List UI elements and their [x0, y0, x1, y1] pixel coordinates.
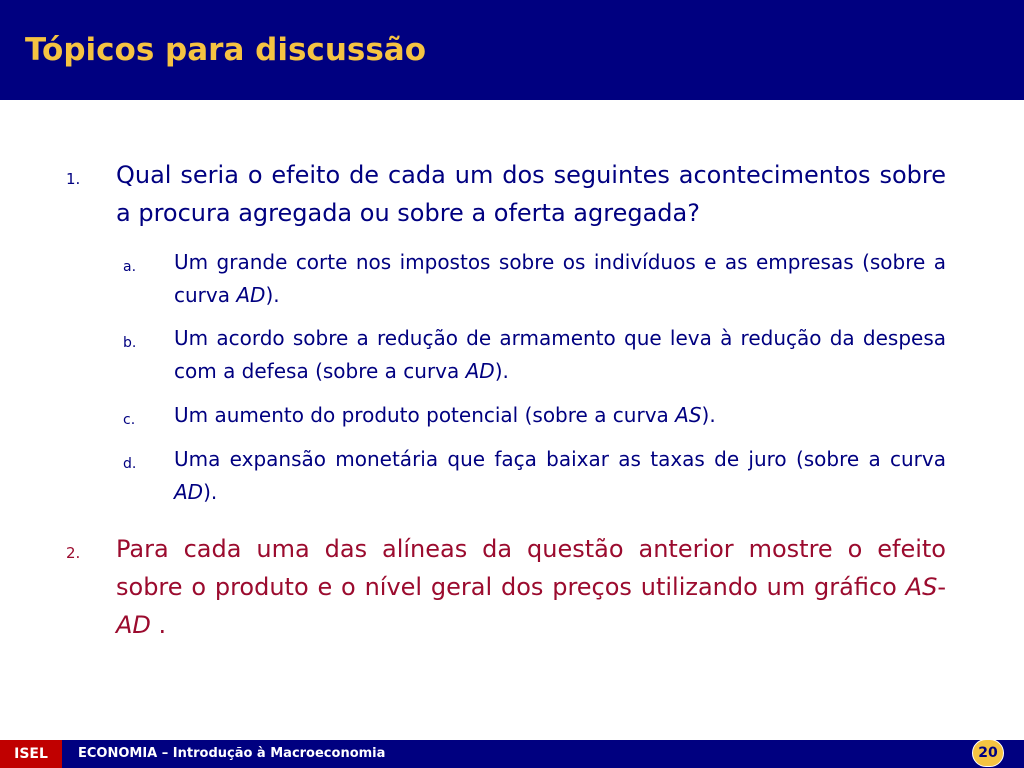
- subitem-d-curve: AD: [174, 480, 204, 504]
- subitem-a-text: Um grande corte nos impostos sobre os indivíduos e as empresas (sobre a curva: [174, 250, 946, 307]
- question-2: [116, 530, 946, 644]
- subitem-a: [174, 246, 946, 312]
- subitem-b-curve: AD: [465, 359, 495, 383]
- page-number-badge: 20: [972, 739, 1004, 767]
- subitem-c-curve: AS: [675, 403, 702, 427]
- slide-footer: [0, 740, 1024, 768]
- subitem-c-end: ).: [701, 403, 716, 427]
- subitem-c-text: Um aumento do produto potencial (sobre a curva: [174, 403, 676, 427]
- subitem-d: [174, 443, 946, 509]
- question-2-graph-dash: -: [937, 573, 946, 601]
- slide-title: Tópicos para discussão: [25, 32, 427, 68]
- subitem-a-letter: a.: [123, 259, 137, 275]
- subitem-d-letter: d.: [123, 456, 137, 472]
- question-2-end: .: [150, 611, 167, 639]
- subitem-a-end: ).: [265, 283, 280, 307]
- subitem-d-text: Uma expansão monetária que faça baixar as taxas de juro (sobre a curva: [174, 447, 946, 471]
- question-1-text: Qual seria o efeito de cada um dos seguintes acontecimentos sobre a procura agregada ou sobre a oferta agregada?: [116, 161, 946, 227]
- institution-badge: ISEL: [0, 740, 62, 768]
- subitem-b-end: ).: [494, 359, 509, 383]
- subitem-d-end: ).: [203, 480, 218, 504]
- subitem-c-letter: c.: [123, 412, 136, 428]
- question-1-number: 1.: [66, 170, 81, 188]
- subitem-b-text: Um acordo sobre a redução de armamento que leva à redução da despesa com a defesa (sobre a curva: [174, 326, 946, 383]
- question-2-text: Para cada uma das alíneas da questão anterior mostre o efeito sobre o produto e o nível geral dos preços utilizando um gráfico: [116, 535, 946, 601]
- question-2-graph-ad: AD: [116, 611, 151, 639]
- question-2-graph-as: AS: [905, 573, 938, 601]
- course-title: ECONOMIA – Introdução à Macroeconomia: [78, 746, 386, 761]
- subitem-a-curve: AD: [236, 283, 266, 307]
- subitem-b-letter: b.: [123, 335, 137, 351]
- question-2-number: 2.: [66, 544, 81, 562]
- subitem-b: [174, 322, 946, 388]
- subitem-c: [174, 399, 946, 432]
